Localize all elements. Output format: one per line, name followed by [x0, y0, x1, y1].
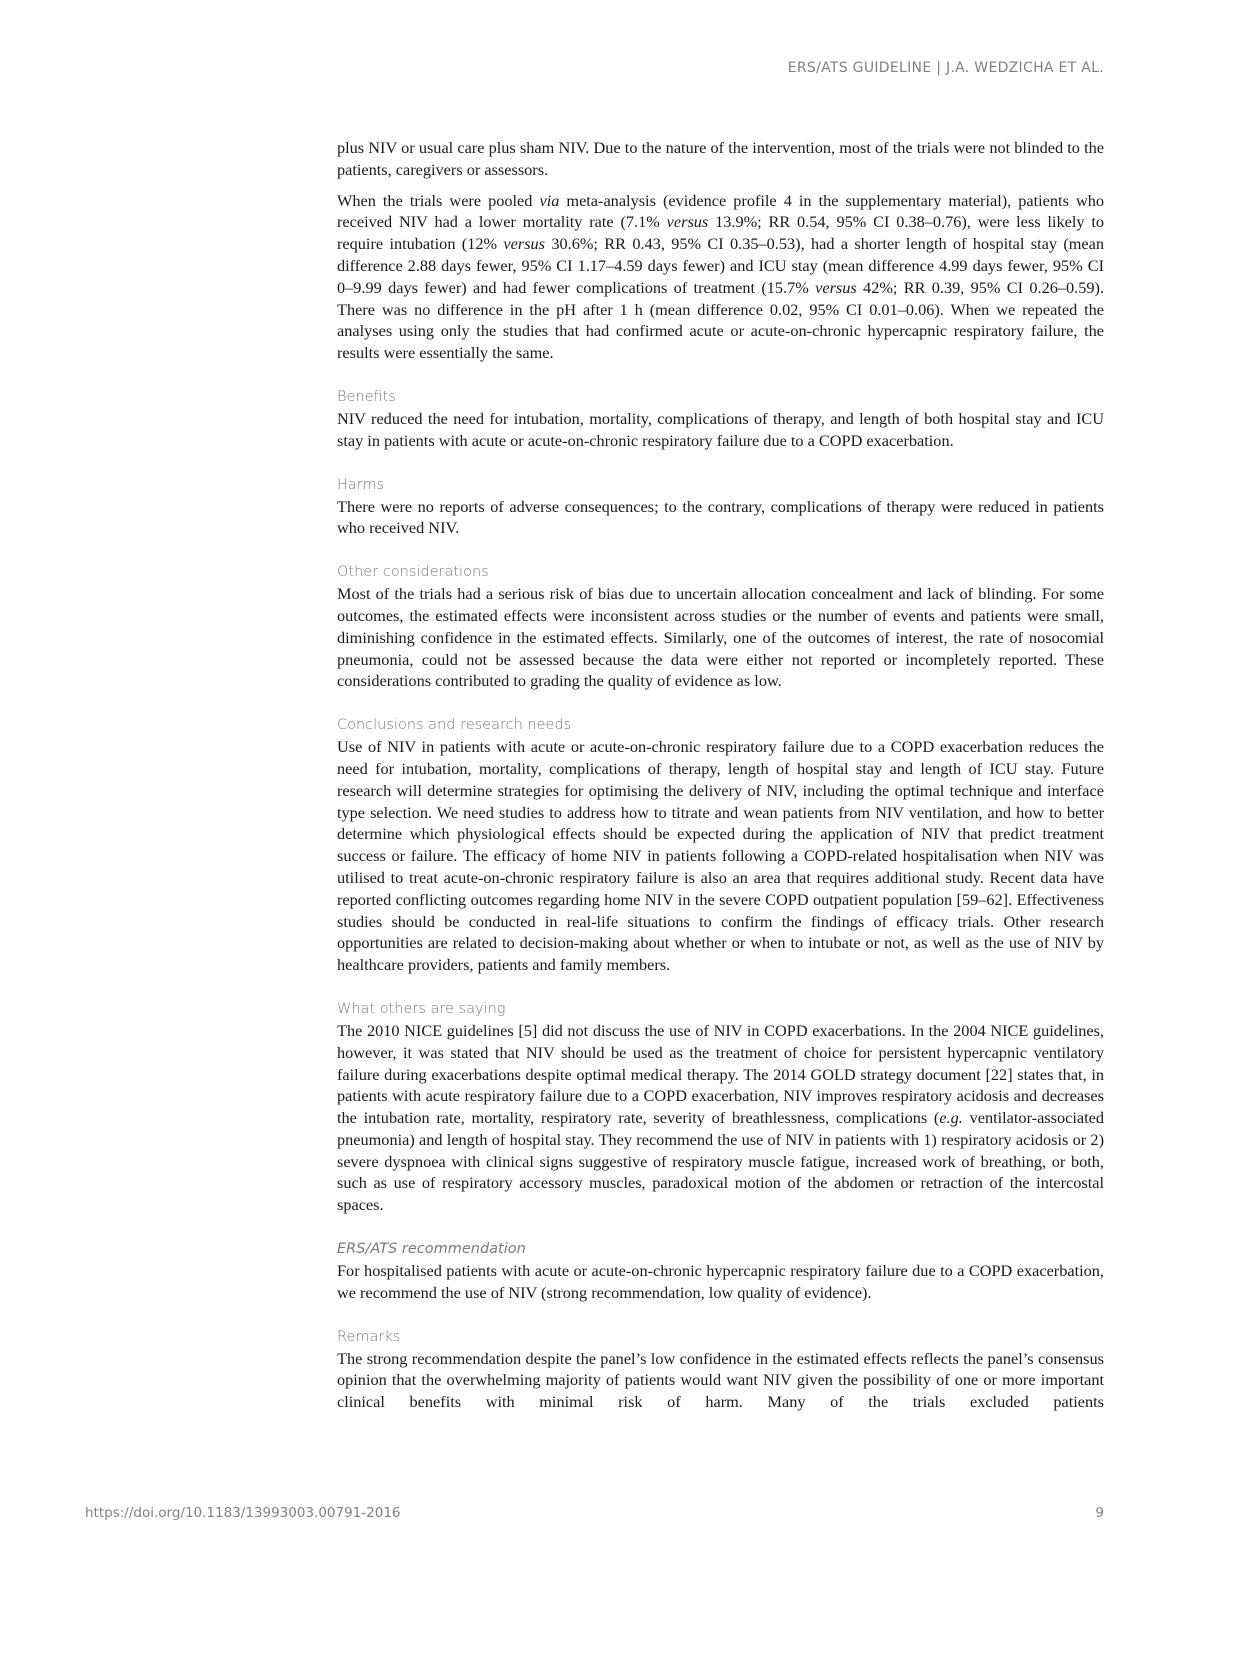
- running-header: ERS/ATS GUIDELINE | J.A. WEDZICHA ET AL.: [787, 60, 1104, 76]
- italic-text: e.g.: [939, 1108, 963, 1128]
- italic-text: versus: [815, 277, 857, 297]
- text: 30.6%; RR 0.43, 95% CI 0.35–0.53), had a shorter length of hospital stay (mean difference 2.88 days fewer, 95% CI 1.17–4.59 days fewer) and ICU stay (mean difference 4.99 days fewer, 95% CI 0–9.99 days fewer) and had fewer complications of treatment (15.7%: [337, 234, 1104, 297]
- section-heading-remarks: Remarks: [337, 1328, 401, 1345]
- italic-text: via: [539, 190, 560, 210]
- doi-link[interactable]: https://doi.org/10.1183/13993003.00791-2016: [85, 1505, 401, 1521]
- text: ventilator-associated pneumonia) and length of hospital stay. They recommend the use of NIV in patients with 1) respiratory acidosis or 2) severe dyspnoea with clinical signs suggestive of respiratory muscle fatigue, increased work of breathing, or both, such as use of respiratory accessory muscles, paradoxical motion of the abdomen or retraction of the intercostal spaces.: [337, 1108, 1104, 1215]
- paragraph: For hospitalised patients with acute or acute-on-chronic hypercapnic respiratory failure due to a COPD exacerbation, we recommend the use of NIV (strong recommendation, low quality of evidence).: [337, 1261, 1104, 1302]
- section-heading-what-others-say: What others are saying: [337, 1000, 506, 1017]
- paragraph: Use of NIV in patients with acute or acute-on-chronic respiratory failure due to a COPD exacerbation reduces the need for intubation, mortality, complications of therapy, length of hospital stay and length of ICU stay. Future research will determine strategies for optimising the delivery of NIV, including the optimal technique and interface type selection. We need studies to address how to titrate and wean patients from NIV ventilation, and how to better determine which physiological effects should be expected during the application of NIV that predict treatment success or failure. The efficacy of home NIV in patients following a COPD-related hospitalisation when NIV was utilised to treat acute-on-chronic respiratory failure is also an area that requires additional study. Recent data have reported conflicting outcomes regarding home NIV in the severe COPD outpatient population [59–62]. Effectiveness studies should be conducted in real-life situations to confirm the findings of efficacy trials. Other research opportunities are related to decision-making about whether or when to intubate or not, as well as the use of NIV by healthcare providers, patients and family members.: [337, 737, 1104, 975]
- paragraph: [337, 190, 1104, 364]
- text: 13.9%; RR 0.54, 95% CI 0.38–0.76), were less likely to require intubation (12%: [337, 212, 1104, 254]
- paragraph: The strong recommendation despite the panel’s low confidence in the estimated effects reflects the panel’s consensus opinion that the overwhelming majority of patients would want NIV given the possibility of one or more important clinical benefits with minimal risk of harm. Many of the trials excluded patients: [337, 1348, 1104, 1412]
- article-body: [337, 137, 1104, 1413]
- text: meta-analysis (evidence profile 4 in the supplementary material), patients who received NIV had a lower mortality rate (7.1%: [337, 190, 1104, 232]
- section-heading-benefits: Benefits: [337, 388, 396, 405]
- page-number: 9: [1095, 1505, 1104, 1521]
- paragraph: Most of the trials had a serious risk of bias due to uncertain allocation concealment and lack of blinding. For some outcomes, the estimated effects were inconsistent across studies or the number of events and patients were small, diminishing confidence in the estimated effects. Similarly, one of the outcomes of interest, the rate of nosocomial pneumonia, could not be assessed because the data were either not reported or incompletely reported. These considerations contributed to grading the quality of evidence as low.: [337, 584, 1104, 691]
- text: When the trials were pooled: [337, 190, 540, 210]
- section-heading-other-considerations: Other considerations: [337, 564, 489, 581]
- text: 42%; RR 0.39, 95% CI 0.26–0.59). There was no difference in the pH after 1 h (mean difference 0.02, 95% CI 0.01–0.06). When we repeated the analyses using only the studies that had confirmed acute or acute-on-chronic hypercapnic respiratory failure, the results were essentially the same.: [337, 277, 1105, 363]
- section-heading-harms: Harms: [337, 476, 385, 493]
- section-heading-conclusions: Conclusions and research needs: [337, 717, 572, 734]
- paragraph: [337, 1020, 1104, 1216]
- paragraph: There were no reports of adverse consequences; to the contrary, complications of therapy were reduced in patients who received NIV.: [337, 496, 1104, 538]
- paragraph: NIV reduced the need for intubation, mortality, complications of therapy, and length of both hospital stay and ICU stay in patients with acute or acute-on-chronic respiratory failure due to a COPD exacerbation.: [337, 408, 1104, 450]
- section-heading-recommendation: ERS/ATS recommendation: [337, 1241, 526, 1258]
- italic-text: versus: [666, 212, 709, 232]
- italic-text: versus: [503, 234, 546, 254]
- paragraph: plus NIV or usual care plus sham NIV. Due to the nature of the intervention, most of the trials were not blinded to the patients, caregivers or assessors.: [337, 138, 1104, 179]
- text: The 2010 NICE guidelines [5] did not discuss the use of NIV in COPD exacerbations. In the 2004 NICE guidelines, however, it was stated that NIV should be used as the treatment of choice for persistent hypercapnic ventilatory failure during exacerbations despite optimal medical therapy. The 2014 GOLD strategy document [22] states that, in patients with acute respiratory failure due to a COPD exacerbation, NIV improves respiratory acidosis and decreases the intubation rate, mortality, respiratory rate, severity of breathlessness, complications (: [337, 1020, 1104, 1128]
